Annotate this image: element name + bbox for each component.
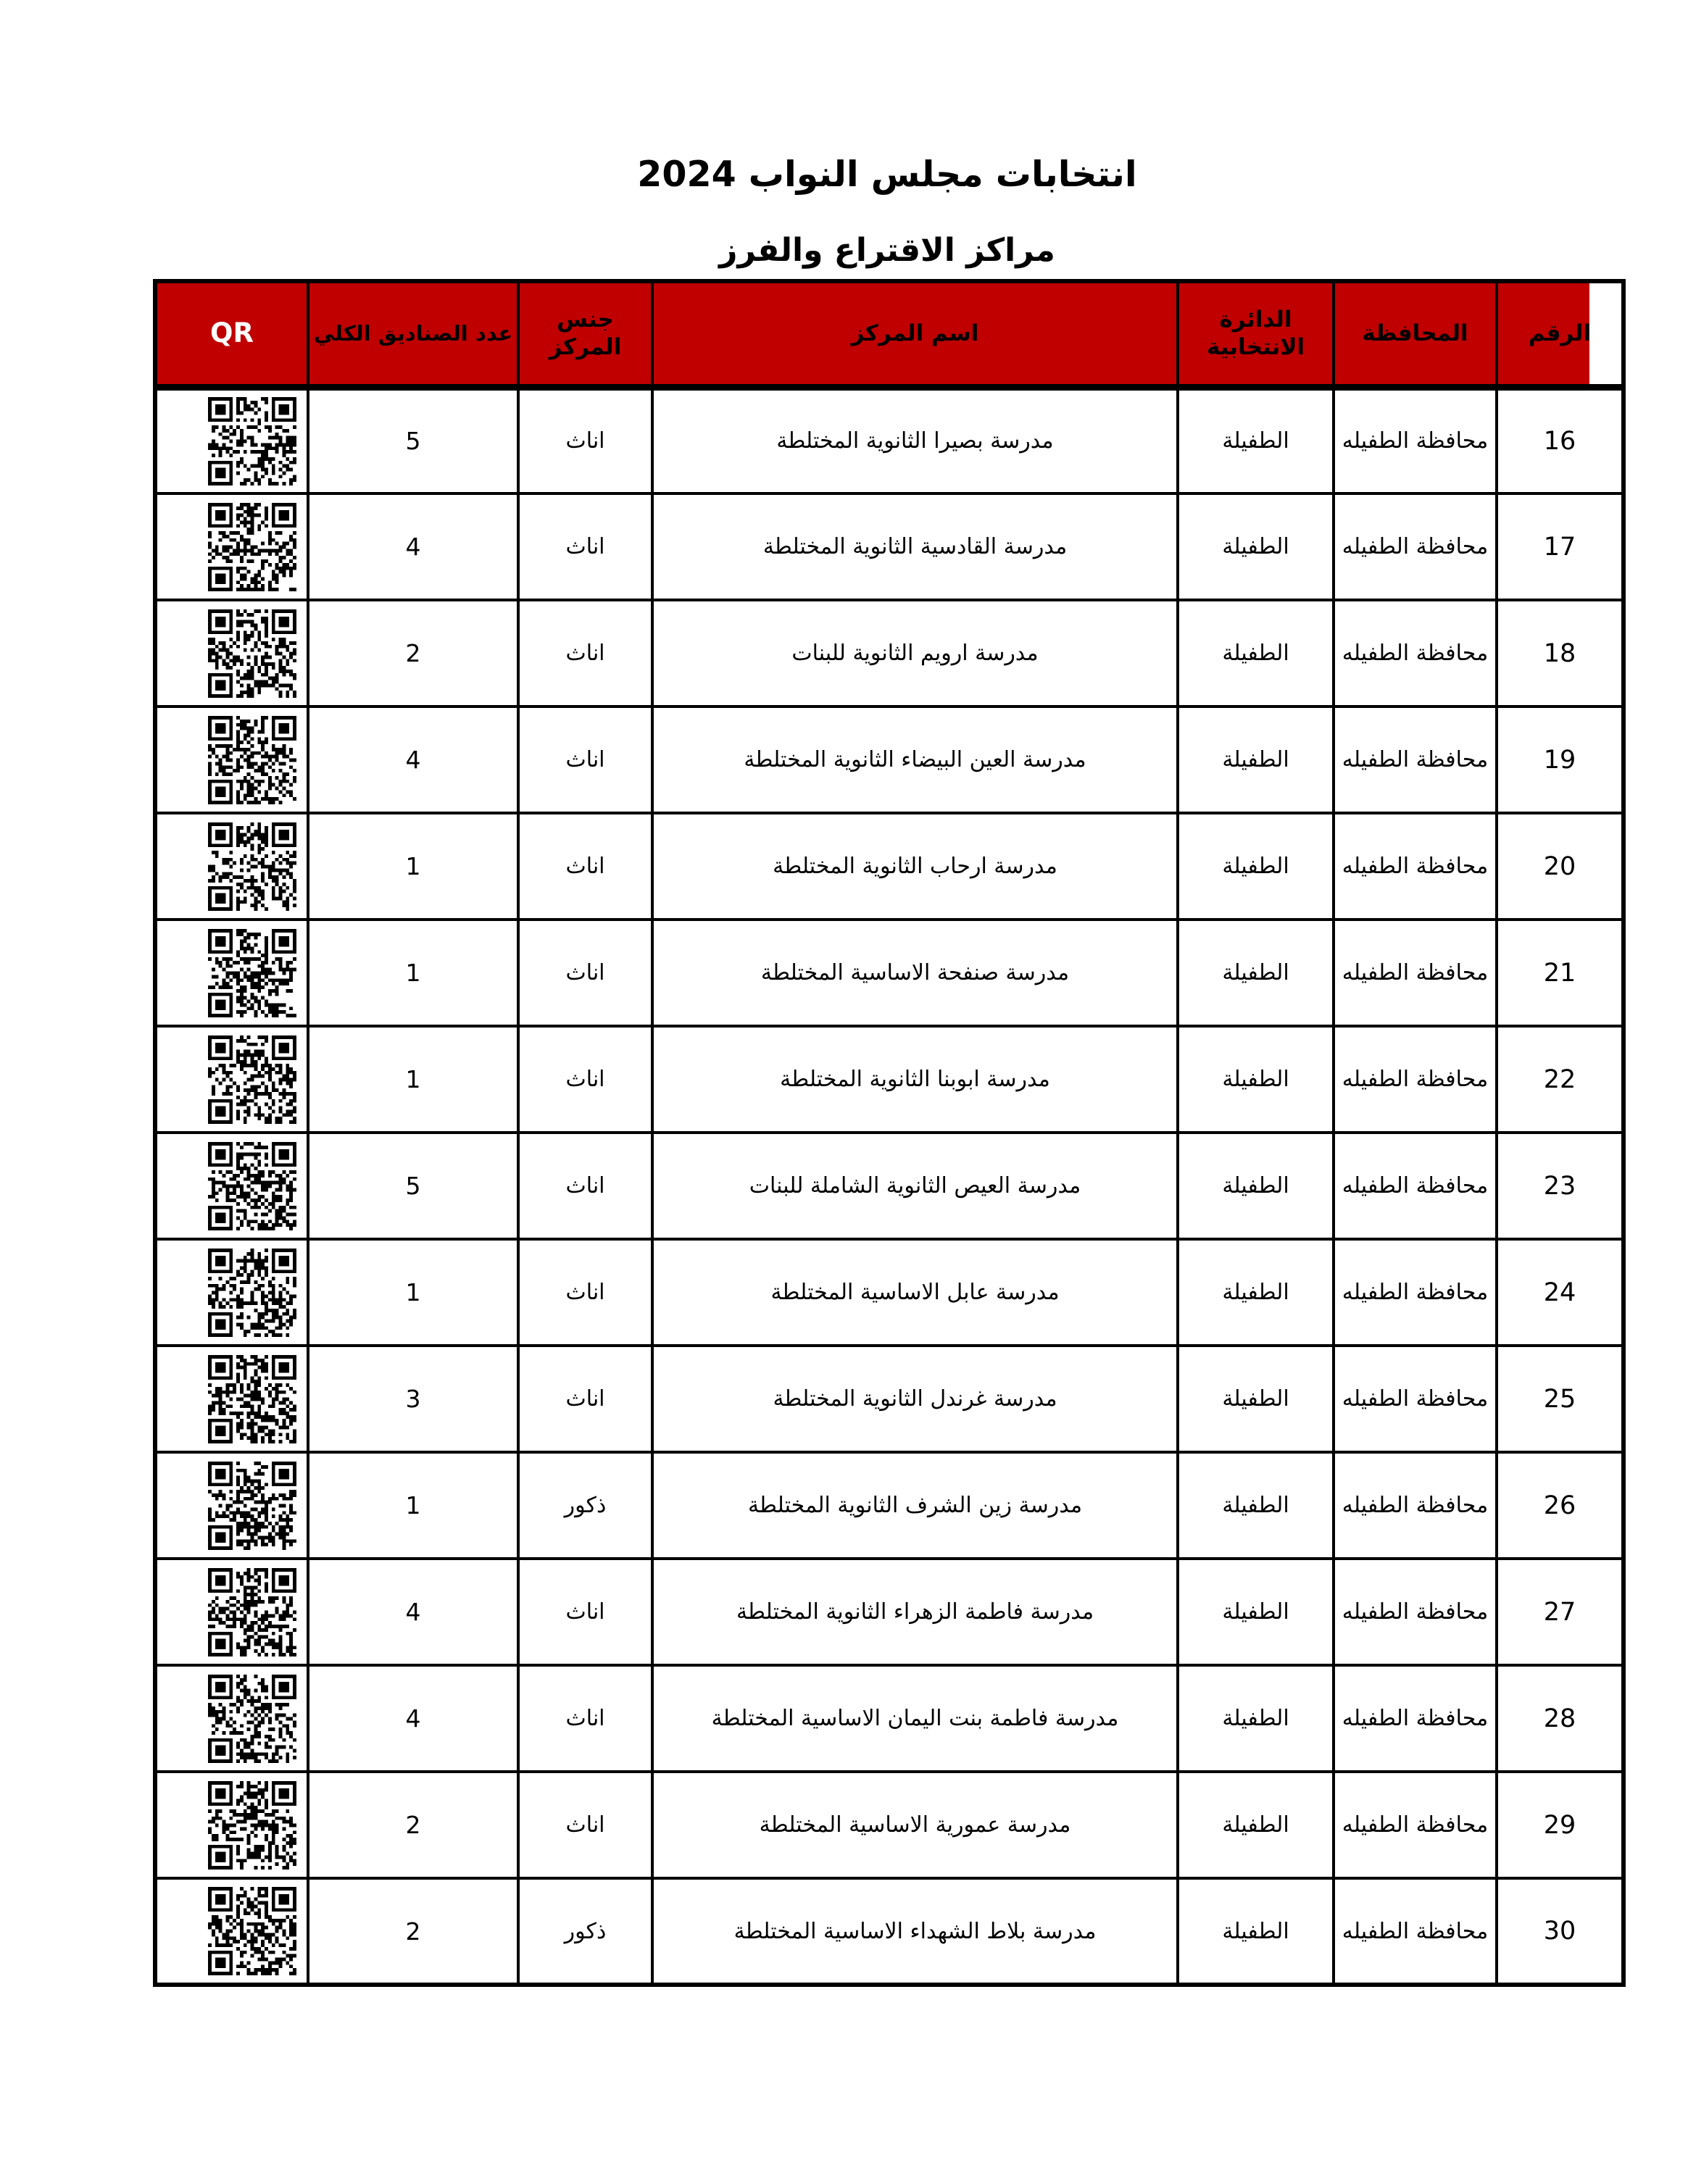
row-center-gender-cell: اناث	[518, 493, 652, 600]
row-governorate-cell: محافظة الطفيله	[1334, 493, 1497, 600]
table-row	[155, 1772, 1623, 1878]
row-governorate-cell: محافظة الطفيله	[1334, 600, 1497, 707]
row-number-cell: 19	[1497, 707, 1623, 813]
qr-code	[155, 1559, 308, 1665]
qr-code	[155, 920, 308, 1026]
polling-centers-table-wrap	[153, 279, 1626, 1987]
row-district-cell: الطفيلة	[1178, 707, 1334, 813]
row-center-name-cell: مدرسة فاطمة الزهراء الثانوية المختلطة	[652, 1559, 1178, 1665]
row-district-cell: الطفيلة	[1178, 1878, 1334, 1985]
row-governorate-cell: محافظة الطفيله	[1334, 1772, 1497, 1878]
row-district-cell: الطفيلة	[1178, 1133, 1334, 1239]
row-district-cell: الطفيلة	[1178, 1346, 1334, 1452]
row-center-name-cell: مدرسة عابل الاساسية المختلطة	[652, 1239, 1178, 1346]
row-governorate-cell: محافظة الطفيله	[1334, 1239, 1497, 1346]
row-governorate-cell: محافظة الطفيله	[1334, 1665, 1497, 1772]
row-total-boxes-cell: 1	[308, 920, 518, 1026]
row-number-cell: 21	[1497, 920, 1623, 1026]
row-center-name-cell: مدرسة فاطمة بنت اليمان الاساسية المختلطة	[652, 1665, 1178, 1772]
row-governorate-cell: محافظة الطفيله	[1334, 1452, 1497, 1559]
row-center-gender-cell: اناث	[518, 1665, 652, 1772]
page-subtitle: مراكز الاقتراع والفرز	[719, 232, 1055, 269]
row-total-boxes-cell: 1	[308, 1026, 518, 1133]
col-header-district: الدائرة الانتخابية	[1178, 281, 1334, 387]
row-total-boxes-cell: 4	[308, 1559, 518, 1665]
row-center-gender-cell: اناث	[518, 1026, 652, 1133]
row-number-cell: 29	[1497, 1772, 1623, 1878]
header-row	[155, 281, 1623, 387]
row-total-boxes-cell: 4	[308, 493, 518, 600]
row-district-cell: الطفيلة	[1178, 1452, 1334, 1559]
row-number-cell: 16	[1497, 387, 1623, 493]
row-number-cell: 20	[1497, 813, 1623, 920]
col-header-qr: QR	[155, 281, 308, 387]
table-row	[155, 600, 1623, 707]
row-center-gender-cell: اناث	[518, 1346, 652, 1452]
polling-centers-table	[153, 279, 1626, 1987]
row-district-cell: الطفيلة	[1178, 1559, 1334, 1665]
row-center-name-cell: مدرسة بلاط الشهداء الاساسية المختلطة	[652, 1878, 1178, 1985]
row-district-cell: الطفيلة	[1178, 1239, 1334, 1346]
row-number-cell: 18	[1497, 600, 1623, 707]
col-header-number: الرقم	[1497, 281, 1623, 387]
row-governorate-cell: محافظة الطفيله	[1334, 1133, 1497, 1239]
table-row	[155, 920, 1623, 1026]
row-district-cell: الطفيلة	[1178, 387, 1334, 493]
row-center-gender-cell: اناث	[518, 1239, 652, 1346]
row-number-cell: 28	[1497, 1665, 1623, 1772]
table-row	[155, 1665, 1623, 1772]
row-governorate-cell: محافظة الطفيله	[1334, 813, 1497, 920]
qr-code	[155, 1026, 308, 1133]
row-district-cell: الطفيلة	[1178, 1026, 1334, 1133]
table-header	[155, 281, 1623, 387]
row-total-boxes-cell: 4	[308, 707, 518, 813]
row-governorate-cell: محافظة الطفيله	[1334, 1559, 1497, 1665]
row-number-cell: 23	[1497, 1133, 1623, 1239]
row-total-boxes-cell: 2	[308, 600, 518, 707]
table-row	[155, 1878, 1623, 1985]
row-total-boxes-cell: 2	[308, 1772, 518, 1878]
row-center-gender-cell: اناث	[518, 1133, 652, 1239]
qr-code	[155, 707, 308, 813]
row-governorate-cell: محافظة الطفيله	[1334, 920, 1497, 1026]
row-total-boxes-cell: 1	[308, 1239, 518, 1346]
row-governorate-cell: محافظة الطفيله	[1334, 707, 1497, 813]
row-center-gender-cell: اناث	[518, 1559, 652, 1665]
row-district-cell: الطفيلة	[1178, 920, 1334, 1026]
row-total-boxes-cell: 4	[308, 1665, 518, 1772]
row-governorate-cell: محافظة الطفيله	[1334, 387, 1497, 493]
row-center-name-cell: مدرسة غرندل الثانوية المختلطة	[652, 1346, 1178, 1452]
table-row	[155, 1133, 1623, 1239]
row-center-gender-cell: اناث	[518, 600, 652, 707]
table-body	[155, 387, 1623, 1985]
row-center-name-cell: مدرسة ارحاب الثانوية المختلطة	[652, 813, 1178, 920]
row-district-cell: الطفيلة	[1178, 600, 1334, 707]
qr-code	[155, 1772, 308, 1878]
row-number-cell: 27	[1497, 1559, 1623, 1665]
qr-code	[155, 387, 308, 493]
row-governorate-cell: محافظة الطفيله	[1334, 1346, 1497, 1452]
table-row	[155, 387, 1623, 493]
col-header-center-gender: جنس المركز	[518, 281, 652, 387]
row-district-cell: الطفيلة	[1178, 1665, 1334, 1772]
row-district-cell: الطفيلة	[1178, 1772, 1334, 1878]
col-header-governorate: المحافظة	[1334, 281, 1497, 387]
table-row	[155, 707, 1623, 813]
row-center-gender-cell: اناث	[518, 813, 652, 920]
row-center-name-cell: مدرسة القادسية الثانوية المختلطة	[652, 493, 1178, 600]
table-row	[155, 1452, 1623, 1559]
row-center-name-cell: مدرسة عمورية الاساسية المختلطة	[652, 1772, 1178, 1878]
table-row	[155, 813, 1623, 920]
qr-code	[155, 600, 308, 707]
row-total-boxes-cell: 2	[308, 1878, 518, 1985]
qr-code	[155, 1878, 308, 1985]
qr-code	[155, 1346, 308, 1452]
row-total-boxes-cell: 5	[308, 387, 518, 493]
row-center-name-cell: مدرسة ابوبنا الثانوية المختلطة	[652, 1026, 1178, 1133]
qr-code	[155, 813, 308, 920]
row-total-boxes-cell: 1	[308, 1452, 518, 1559]
row-center-name-cell: مدرسة العين البيضاء الثانوية المختلطة	[652, 707, 1178, 813]
row-center-gender-cell: اناث	[518, 920, 652, 1026]
table-row	[155, 1239, 1623, 1346]
row-governorate-cell: محافظة الطفيله	[1334, 1878, 1497, 1985]
row-total-boxes-cell: 1	[308, 813, 518, 920]
row-center-gender-cell: اناث	[518, 1772, 652, 1878]
table-row	[155, 1559, 1623, 1665]
qr-code	[155, 1665, 308, 1772]
qr-code	[155, 1239, 308, 1346]
row-number-cell: 25	[1497, 1346, 1623, 1452]
row-center-name-cell: مدرسة صنفحة الاساسية المختلطة	[652, 920, 1178, 1026]
row-center-name-cell: مدرسة ارويم الثانوية للبنات	[652, 600, 1178, 707]
row-number-cell: 24	[1497, 1239, 1623, 1346]
row-center-gender-cell: اناث	[518, 387, 652, 493]
col-header-total-boxes: عدد الصناديق الكلي	[308, 281, 518, 387]
row-total-boxes-cell: 5	[308, 1133, 518, 1239]
table-row	[155, 493, 1623, 600]
row-number-cell: 26	[1497, 1452, 1623, 1559]
row-district-cell: الطفيلة	[1178, 813, 1334, 920]
row-district-cell: الطفيلة	[1178, 493, 1334, 600]
row-center-name-cell: مدرسة العيص الثانوية الشاملة للبنات	[652, 1133, 1178, 1239]
row-governorate-cell: محافظة الطفيله	[1334, 1026, 1497, 1133]
col-header-center-name: اسم المركز	[652, 281, 1178, 387]
row-center-gender-cell: ذكور	[518, 1452, 652, 1559]
row-center-name-cell: مدرسة بصيرا الثانوية المختلطة	[652, 387, 1178, 493]
row-number-cell: 30	[1497, 1878, 1623, 1985]
qr-code	[155, 1133, 308, 1239]
qr-code	[155, 493, 308, 600]
qr-code	[155, 1452, 308, 1559]
row-number-cell: 17	[1497, 493, 1623, 600]
page-title: انتخابات مجلس النواب 2024	[637, 154, 1137, 195]
row-center-gender-cell: اناث	[518, 707, 652, 813]
row-number-cell: 22	[1497, 1026, 1623, 1133]
table-row	[155, 1346, 1623, 1452]
row-total-boxes-cell: 3	[308, 1346, 518, 1452]
row-center-name-cell: مدرسة زين الشرف الثانوية المختلطة	[652, 1452, 1178, 1559]
table-row	[155, 1026, 1623, 1133]
row-center-gender-cell: ذكور	[518, 1878, 652, 1985]
